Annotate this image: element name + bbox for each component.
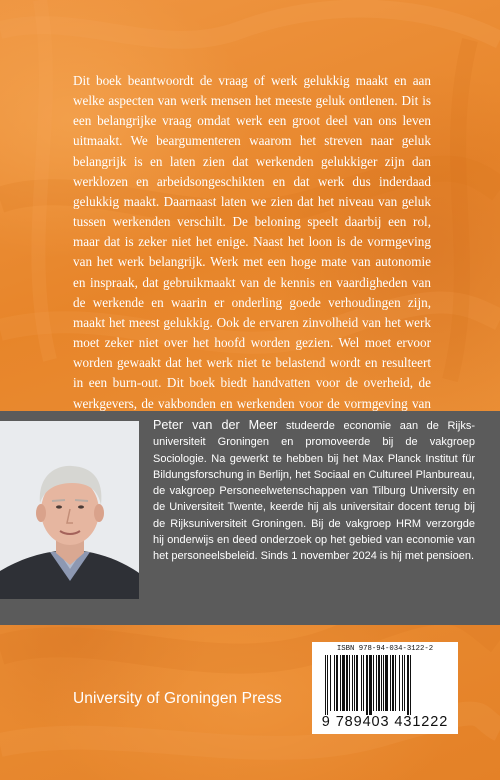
barcode-icon (325, 655, 445, 715)
author-name: Peter van der Meer (153, 418, 278, 432)
author-bio-text: studeerde economie aan de Rijksuniversiteit Groningen en promoveerde bij de vakgroep Sociologie. Na gewerkt te hebben bij het Max Planck Institut für Bildungsforschung in Berlijn, het Sociaal en Cultureel Planbureau, de vakgroep Personeelwetenschappen van Tilburg University en de Universiteit Twente, keerde hij als universitair docent terug bij de Rijksuniversiteit Groningen. Bij de vakgroep HRM verzorgde hij onderwijs en deed onderzoek op het gebied van economie van het personeelsbeleid. Sinds 1 november 2024 is hij met pensioen. (153, 420, 475, 563)
barcode-digits: 9 789403 431222 (321, 714, 449, 730)
author-photo (0, 421, 139, 599)
author-bio (153, 417, 475, 565)
isbn-label: ISBN 978-94-034-3122-2 (336, 645, 434, 653)
back-cover-blurb: Dit boek beantwoordt de vraag of werk gelukkig maakt en aan welke aspecten van werk mensen het meeste geluk ontlenen. Dit is een belangrijke vraag omdat werk een groot deel van ons leven uitmaakt. We beargumenteren waarom het streven naar geluk belangrijk is en laten zien dat werkenden gelukkiger zijn dan werklozen en arbeidsongeschikten en dat werk dus inderdaad gelukkig maakt. Daarnaast laten we zien dat het niveau van geluk tussen werkenden verschilt. De beloning speelt daarbij een rol, maar dat is zeker niet het enige. Naast het loon is de vormgeving van het werk belangrijk. Werk met een hoge mate van autonomie en inspraak, dat gebruikmaakt van de kennis en vaardigheden van de werkende en waarin er onderling goede verhoudingen zijn, maakt het meest gelukkig. Ook de ervaren zinvolheid van het werk moet zeker niet over het hoofd worden gezien. Wel moet ervoor worden gewaakt dat het werk niet te belastend wordt en resulteert in een burn-out. Dit boek biedt handvatten voor de overheid, de werkgevers, de vakbonden en werkenden voor de vormgeving van (73, 73, 431, 411)
publisher-name: University of Groningen Press (73, 690, 282, 707)
isbn-barcode-box (312, 642, 458, 734)
